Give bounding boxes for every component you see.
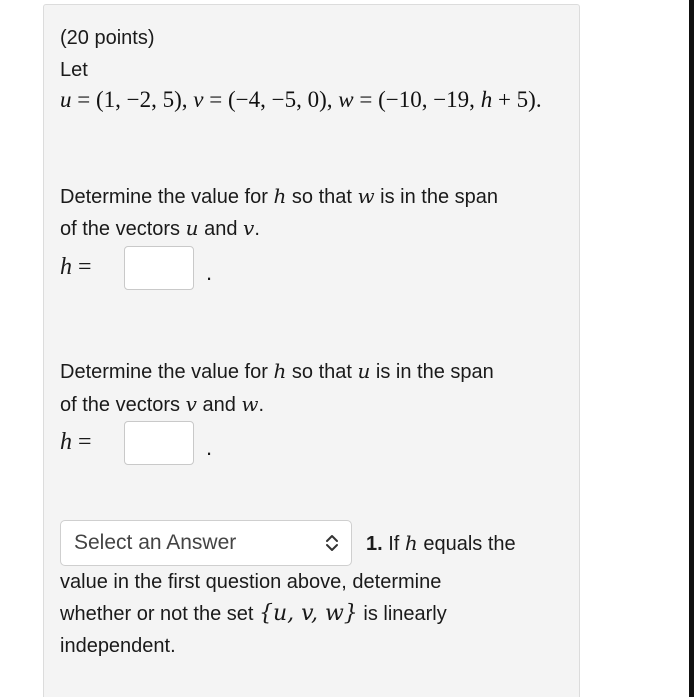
points-label: (20 points) <box>60 27 155 49</box>
h-symbol: h <box>404 531 418 555</box>
q1-text: is in the span <box>374 186 499 208</box>
q3-text: equals the <box>417 533 516 555</box>
window-edge-bar <box>689 0 694 697</box>
let-label: Let <box>60 59 88 81</box>
q1-line1 <box>60 183 498 210</box>
h-symbol: h <box>60 254 72 280</box>
v-symbol: v <box>193 87 204 112</box>
u-symbol: u <box>185 216 199 240</box>
answer-select[interactable] <box>60 520 352 566</box>
w-symbol: w <box>338 87 354 112</box>
w-value-h: h <box>480 87 493 112</box>
q2-trailing-period: . <box>206 435 213 460</box>
q1-text: so that <box>286 186 358 208</box>
q2-answer-label <box>60 428 92 456</box>
q3-text: is linearly <box>357 603 447 625</box>
q1-text: and <box>198 218 243 240</box>
h-symbol: h <box>273 184 287 208</box>
equals-sign: = <box>78 429 92 455</box>
q1-text: Determine the value for <box>60 186 274 208</box>
vector-definitions <box>60 86 542 114</box>
q3-number: 1. <box>366 533 383 555</box>
v-symbol: v <box>185 392 197 416</box>
q1-answer-input[interactable] <box>124 246 194 290</box>
select-placeholder: Select an Answer <box>74 531 237 554</box>
v-symbol: v <box>243 216 255 240</box>
q2-line1 <box>60 358 494 385</box>
set-expression: {u, v, w} <box>259 601 358 626</box>
u-symbol: u <box>357 359 371 383</box>
q3-line3 <box>60 601 447 627</box>
q2-line2 <box>60 391 264 418</box>
q3-text: whether or not the set <box>60 603 260 625</box>
q1-trailing-period: . <box>206 260 213 285</box>
q3-text: If <box>382 533 405 555</box>
q3-line4: independent. <box>60 635 176 657</box>
q3-line1 <box>366 530 516 557</box>
h-symbol: h <box>60 429 72 455</box>
u-value: (1, −2, 5), <box>95 87 188 112</box>
q2-text: so that <box>286 361 358 383</box>
equals-sign: = <box>78 254 92 280</box>
chevron-up-down-icon <box>325 534 339 552</box>
equals-sign: = <box>359 87 373 112</box>
q2-text: of the vectors <box>60 394 186 416</box>
q2-text: and <box>196 394 242 416</box>
q2-answer-input[interactable] <box>124 421 194 465</box>
w-value-part1: (−10, −19, <box>378 87 481 112</box>
h-symbol: h <box>273 359 287 383</box>
w-value-part2: + 5). <box>492 87 542 112</box>
q2-text: Determine the value for <box>60 361 274 383</box>
u-symbol: u <box>60 87 72 112</box>
equals-sign: = <box>77 87 91 112</box>
q1-text: . <box>254 218 260 240</box>
v-value: (−4, −5, 0), <box>227 87 333 112</box>
q1-text: of the vectors <box>60 218 186 240</box>
q1-answer-label <box>60 253 92 281</box>
q3-line2: value in the first question above, determine <box>60 571 442 593</box>
q2-text: . <box>258 394 265 416</box>
w-symbol: w <box>357 184 375 208</box>
equals-sign: = <box>209 87 223 112</box>
q1-line2 <box>60 215 260 242</box>
w-symbol: w <box>241 392 259 416</box>
q2-text: is in the span <box>370 361 494 383</box>
